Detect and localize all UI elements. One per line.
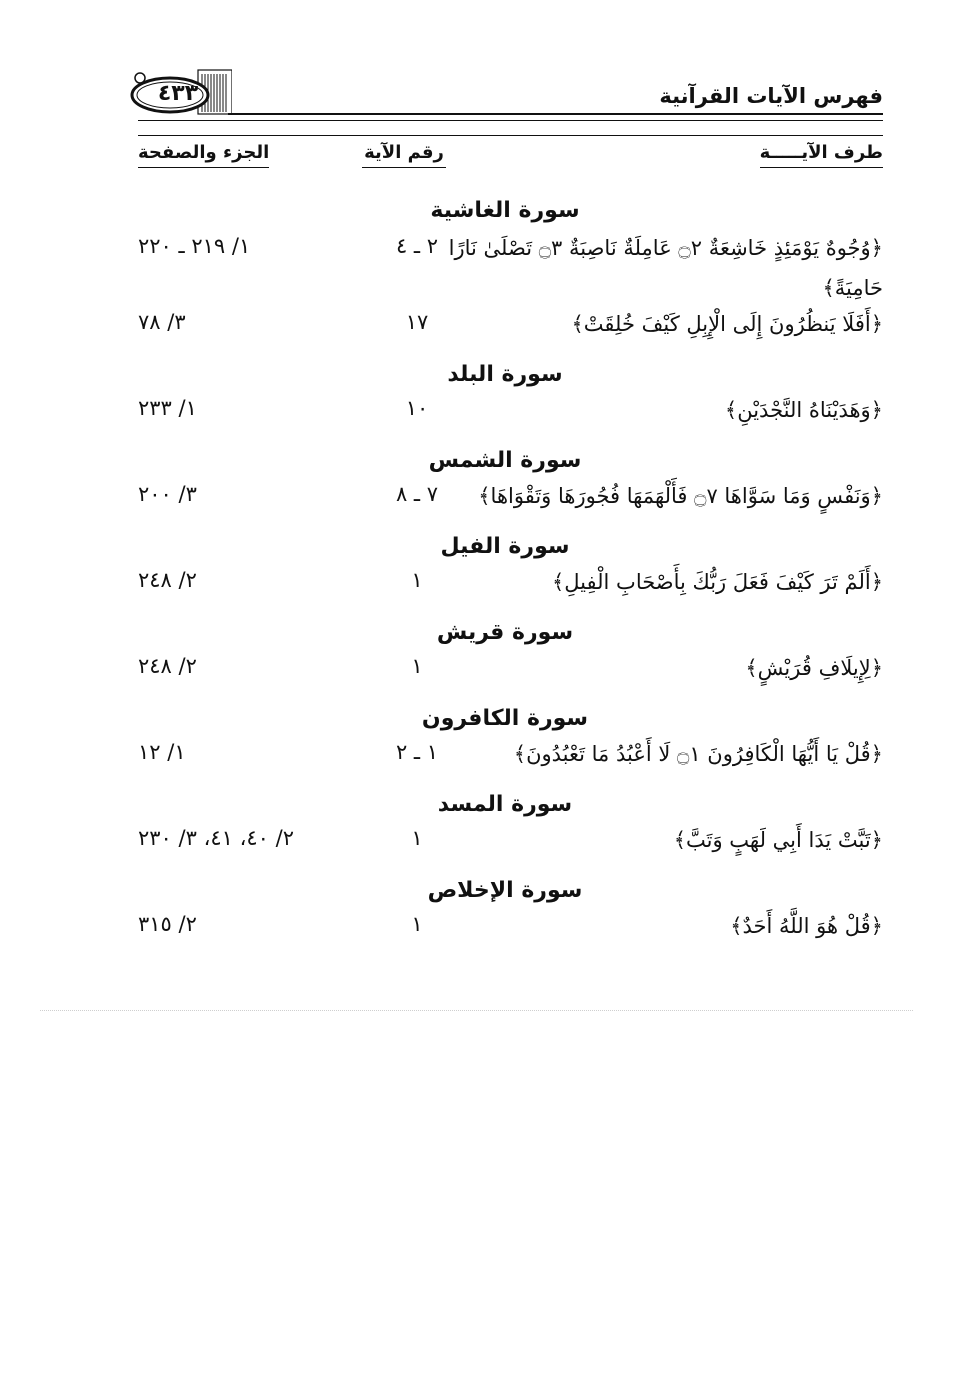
sura-heading: سورة الفيل	[440, 534, 570, 559]
volume-page: ١/ ٢١٩ ـ ٢٢٠	[138, 234, 251, 258]
sura-heading: سورة الشمس	[428, 448, 582, 473]
sura-heading: سورة الغاشية	[430, 198, 580, 223]
aya-text: ﴿وَنَفْسٍ وَمَا سَوَّاهَا ۝٧ فَأَلْهَمَهَا فُجُورَهَا وَتَقْوَاهَا﴾	[478, 484, 883, 508]
volume-page: ٢/ ٤٠، ٤١، ٣/ ٢٣٠	[138, 826, 294, 850]
volume-page: ١/ ١٢	[138, 740, 186, 764]
volume-page: ١/ ٢٣٣	[138, 396, 197, 420]
column-heading-number	[362, 142, 446, 168]
volume-page: ٢/ ٣١٥	[138, 912, 197, 936]
aya-number: ١	[411, 654, 423, 678]
aya-number: ١	[411, 912, 423, 936]
column-heading-aya	[760, 142, 883, 168]
header-rule-thin	[138, 120, 883, 121]
faint-divider	[40, 1010, 913, 1011]
aya-text: ﴿وُجُوهٌ يَوْمَئِذٍ خَاشِعَةٌ ۝٢ عَامِلَةٌ نَاصِبَةٌ ۝٣ تَصْلَىٰ نَارًا حَامِيَةً﴾	[448, 236, 883, 300]
sura-heading: سورة قريش	[436, 620, 574, 645]
aya-text: ﴿وَهَدَيْنَاهُ النَّجْدَيْنِ﴾	[724, 398, 883, 422]
column-heading-underline	[138, 167, 269, 168]
column-heading-location-label: الجزء والصفحة	[138, 142, 270, 163]
column-heading-underline	[760, 167, 883, 168]
page-title: فهرس الآيات القرآنية	[659, 84, 883, 108]
volume-page: ٣/ ٧٨	[138, 310, 186, 334]
sura-heading: سورة الإخلاص	[427, 878, 583, 903]
aya-text: ﴿قُلْ هُوَ اللَّهُ أَحَدٌ﴾	[730, 914, 883, 938]
sura-heading: سورة البلد	[447, 362, 563, 387]
aya-number: ١٠	[405, 396, 429, 420]
aya-text: ﴿أَفَلَا يَنظُرُونَ إِلَى الْإِبِلِ كَيْفَ خُلِقَتْ﴾	[571, 312, 883, 336]
aya-text: ﴿تَبَّتْ يَدَا أَبِي لَهَبٍ وَتَبَّ﴾	[673, 828, 883, 852]
aya-text: ﴿قُلْ يَا أَيُّهَا الْكَافِرُونَ ۝١ لَا أَعْبُدُ مَا تَعْبُدُونَ﴾	[513, 742, 883, 766]
aya-text: ﴿أَلَمْ تَرَ كَيْفَ فَعَلَ رَبُّكَ بِأَصْحَابِ الْفِيلِ﴾	[551, 570, 883, 594]
sura-heading: سورة المسد	[437, 792, 573, 817]
page-number-badge	[128, 68, 232, 118]
volume-page: ٣/ ٢٠٠	[138, 482, 197, 506]
column-heading-number-label: رقم الآية	[364, 142, 444, 163]
column-heading-location	[138, 142, 269, 168]
volume-page: ٢/ ٢٤٨	[138, 568, 197, 592]
aya-number: ١ ـ ٢	[395, 740, 439, 764]
column-heading-aya-label: طرف الآيـــــة	[759, 142, 883, 163]
aya-number: ٢ ـ ٤	[395, 234, 439, 258]
volume-page: ٢/ ٢٤٨	[138, 654, 197, 678]
header-rule-bottom	[138, 135, 883, 136]
aya-number: ١	[411, 568, 423, 592]
page-number: ٤٣٣	[157, 81, 199, 106]
aya-text: ﴿لِإِيلَافِ قُرَيْشٍ﴾	[745, 656, 883, 680]
column-heading-underline	[362, 167, 446, 168]
aya-number: ١٧	[405, 310, 429, 334]
aya-number: ٧ ـ ٨	[395, 482, 439, 506]
header-rule-thick	[228, 113, 883, 115]
sura-heading: سورة الكافرون	[421, 706, 589, 731]
aya-number: ١	[411, 826, 423, 850]
